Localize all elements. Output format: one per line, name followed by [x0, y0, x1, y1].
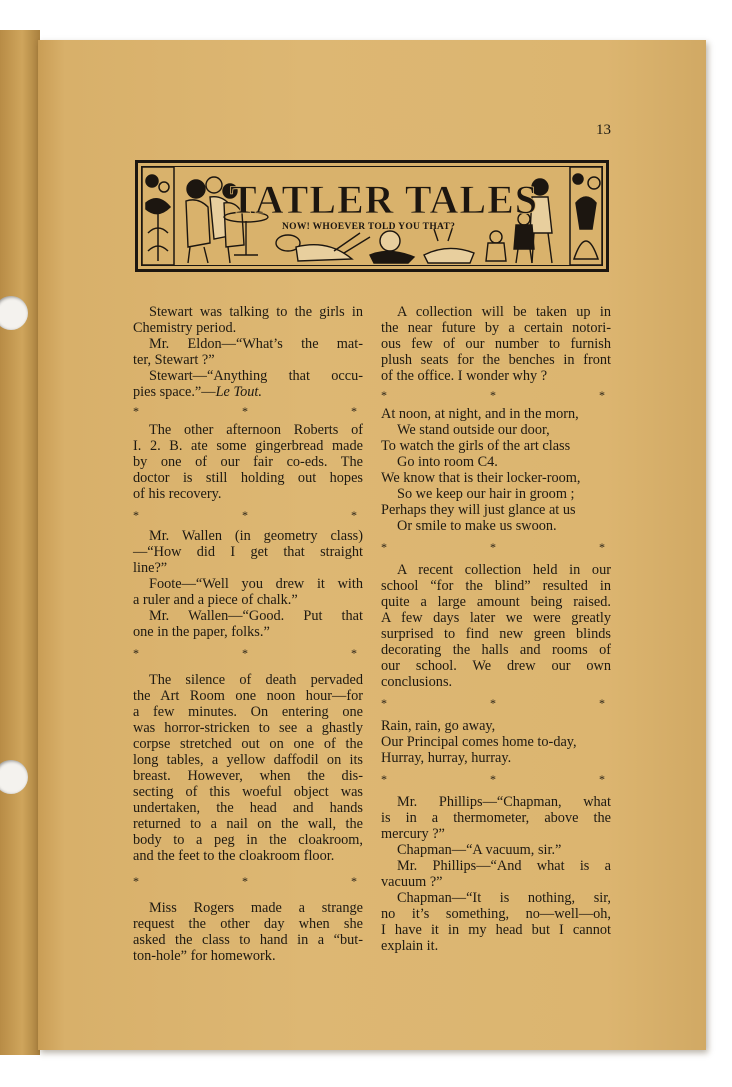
separator: * * * [133, 404, 363, 418]
text-line: secting of this woeful object was [133, 784, 363, 800]
text-line: decorating the halls and rooms of [381, 642, 611, 658]
text-line: ton-hole” for homework. [133, 948, 276, 964]
text-line: ter, Stewart ?” [133, 352, 215, 368]
text-line: our school. We drew our own [381, 658, 611, 674]
text-line: Mr. Wallen (in geometry class) [149, 528, 363, 544]
text-line: long tables, a yellow daffodil on its [133, 752, 363, 768]
text-line: a few minutes. On entering one [133, 704, 363, 720]
text-line: school “for the blind” resulted in [381, 578, 611, 594]
right-ornament-icon [570, 167, 602, 265]
text-line: At noon, at night, and in the morn, [381, 406, 579, 422]
separator: * * * [381, 388, 611, 402]
poem-rain [381, 718, 611, 766]
text-line: no it’s something, no—well—oh, [381, 906, 611, 922]
text-line: the near future by a certain notori- [381, 320, 611, 336]
text-line: So we keep our hair in groom ; [397, 486, 575, 502]
text-line: and the feet to the cloakroom floor. [133, 848, 335, 864]
text-line: request the other day when she [133, 916, 363, 932]
text-line: undertaken, the head and hands [133, 800, 363, 816]
left-column [133, 304, 363, 964]
text-fragment: pies space.”— [133, 384, 216, 400]
tatler-tales-banner [135, 160, 609, 272]
text-line: body to a peg in the cloakroom, [133, 832, 363, 848]
joke-blinds [381, 562, 611, 690]
text-line: Chapman—“It is nothing, sir, [397, 890, 611, 906]
text-line: Perhaps they will just glance at us [381, 502, 576, 518]
right-column [381, 304, 611, 954]
text-line: breast. However, when the dis- [133, 768, 363, 784]
text-line: Or smile to make us swoon. [397, 518, 557, 534]
text-line: I. 2. B. ate some gingerbread made [133, 438, 363, 454]
text-line: mercury ?” [381, 826, 445, 842]
separator: * * * [133, 646, 363, 660]
text-line: Stewart was talking to the girls in [149, 304, 363, 320]
text-line: vacuum ?” [381, 874, 443, 890]
banner-subtitle: NOW! WHOEVER TOLD YOU THAT? [282, 222, 456, 232]
text-line: Our Principal comes home to-day, [381, 734, 577, 750]
text-line: We know that is their locker-room, [381, 470, 581, 486]
text-line: Foote—“Well you drew it with [149, 576, 363, 592]
text-line: surprised to find new green blinds [381, 626, 611, 642]
text-line: doctor is still holding out hopes [133, 470, 363, 486]
text-line: The other afternoon Roberts of [149, 422, 363, 438]
text-line: Mr. Eldon—“What’s the mat- [149, 336, 363, 352]
separator: * * * [133, 508, 363, 522]
left-ornament-icon [142, 167, 174, 265]
text-line: quite a large amount being raised. [381, 594, 611, 610]
text-line: Rain, rain, go away, [381, 718, 496, 734]
text-line: Mr. Phillips—“Chapman, what [397, 794, 611, 810]
text-line: of the office. I wonder why ? [381, 368, 548, 384]
previous-page-edge [0, 30, 40, 1055]
text-line: one in the paper, folks.” [133, 624, 270, 640]
text-line: returned to a nail on the wall, the [133, 816, 363, 832]
text-line [133, 384, 363, 400]
poem-art-class [381, 406, 611, 534]
text-line: asked the class to hand in a “but- [133, 932, 363, 948]
text-line: I have it in my head but I cannot [381, 922, 611, 938]
text-line: the Art Room one noon hour—for [133, 688, 363, 704]
text-line: explain it. [381, 938, 439, 954]
banner-title: TATLER TALES [230, 177, 539, 222]
text-line: by one of our fair co-eds. The [133, 454, 363, 470]
reclining-figures-icon [276, 229, 474, 263]
separator: * * * [381, 696, 611, 710]
text-line: We stand outside our door, [397, 422, 550, 438]
text-line: Mr. Wallen—“Good. Put that [149, 608, 363, 624]
text-line: line?” [133, 560, 168, 576]
text-line: Mr. Phillips—“And what is a [397, 858, 611, 874]
text-line: Stewart—“Anything that occu- [149, 368, 363, 384]
joke-art-room [133, 672, 363, 864]
text-line: Hurray, hurray, hurray. [381, 750, 512, 766]
separator: * * * [381, 772, 611, 786]
joke-stewart [133, 304, 363, 400]
separator: * * * [133, 874, 363, 888]
credit: Le Tout. [215, 384, 262, 400]
text-line: Go into room C4. [397, 454, 498, 470]
banner-illustration [138, 163, 606, 269]
joke-gingerbread [133, 422, 363, 502]
text-line: plush seats for the benches in front [381, 352, 611, 368]
joke-plush-seats [381, 304, 611, 384]
joke-button-hole [133, 900, 363, 964]
text-line: is in a thermometer, above the [381, 810, 611, 826]
text-line: A few days later we were greatly [381, 610, 611, 626]
joke-geometry [133, 528, 363, 640]
text-line: —“How did I get that straight [133, 544, 363, 560]
text-line: A recent collection held in our [397, 562, 611, 578]
text-line: To watch the girls of the art class [381, 438, 571, 454]
text-line: ous few of our number to furnish [381, 336, 611, 352]
text-line: Chemistry period. [133, 320, 237, 336]
text-line: conclusions. [381, 674, 453, 690]
text-line: corpse stretched out on one of the [133, 736, 363, 752]
text-line: of his recovery. [133, 486, 222, 502]
separator: * * * [381, 540, 611, 554]
joke-thermometer [381, 794, 611, 954]
text-line: a ruler and a piece of chalk.” [133, 592, 298, 608]
text-line: was horror-stricken to see a ghastly [133, 720, 363, 736]
text-line: Miss Rogers made a strange [149, 900, 363, 916]
page-number: 13 [596, 122, 611, 138]
text-line: Chapman—“A vacuum, sir.” [397, 842, 562, 858]
text-line: The silence of death pervaded [149, 672, 363, 688]
text-line: A collection will be taken up in [397, 304, 611, 320]
